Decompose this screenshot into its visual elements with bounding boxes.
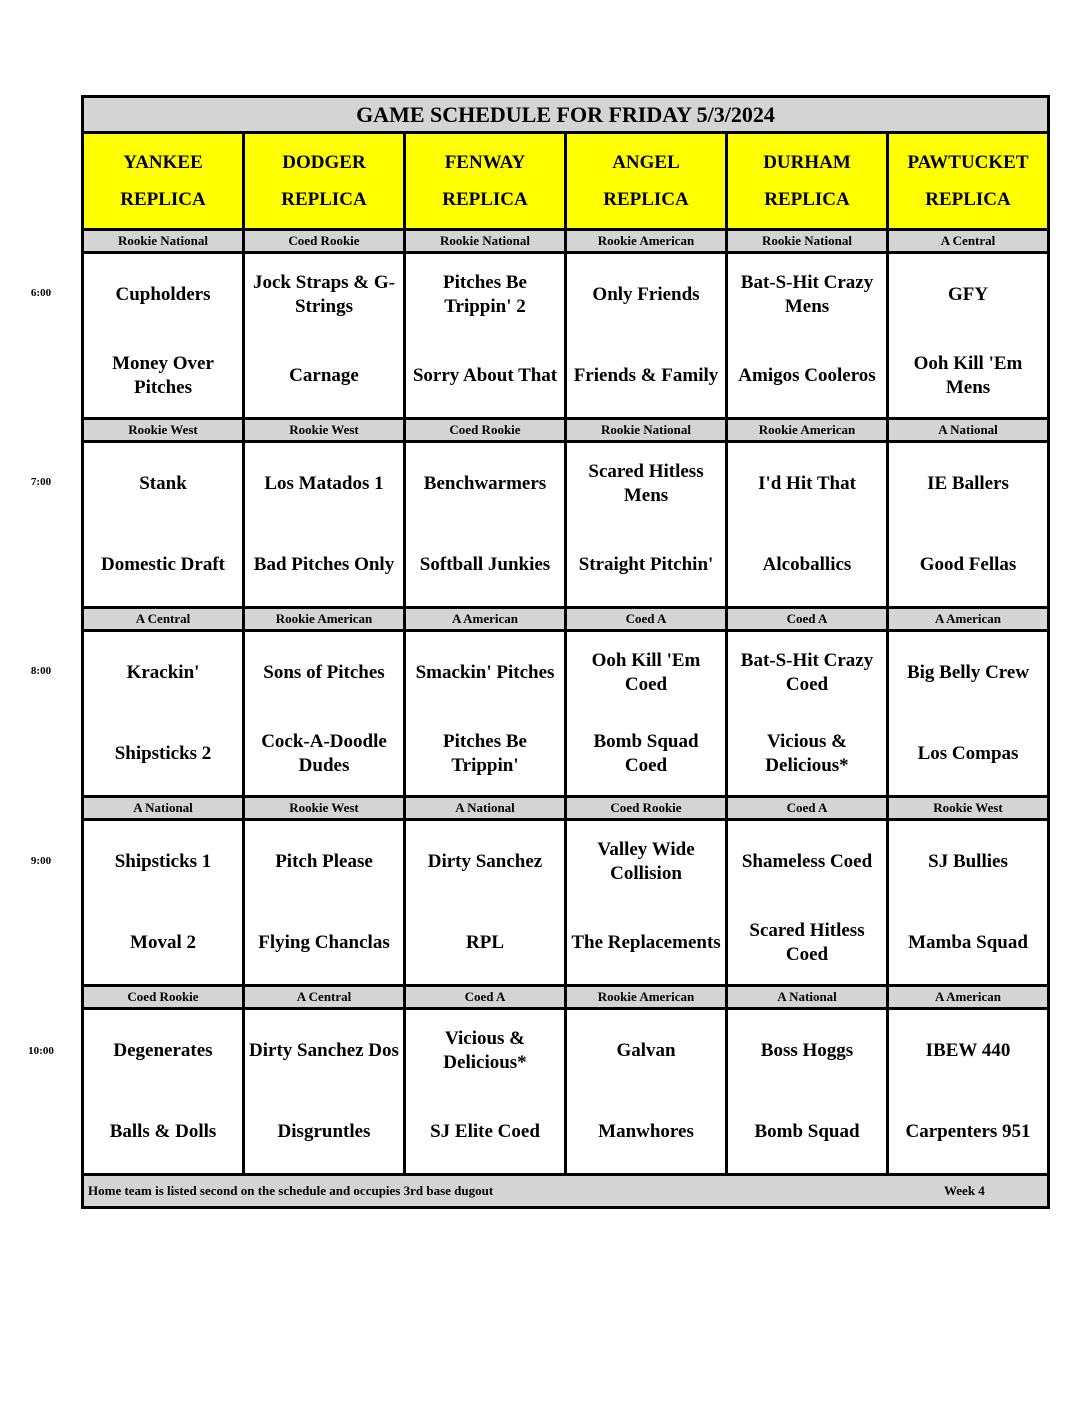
home-team: Amigos Cooleros: [738, 365, 876, 387]
division-row: [84, 795, 1047, 818]
game-cell: [886, 254, 1047, 417]
game-cell: [886, 821, 1047, 984]
division-label: Rookie American: [564, 987, 725, 1007]
division-label: Coed A: [725, 798, 886, 818]
home-team: Manwhores: [598, 1121, 694, 1143]
week-label: Week 4: [944, 1183, 985, 1198]
away-team: IE Ballers: [927, 472, 1009, 494]
division-row: [84, 606, 1047, 629]
away-team: IBEW 440: [925, 1039, 1011, 1061]
division-row: [84, 228, 1047, 251]
home-team: Flying Chanclas: [258, 932, 390, 954]
away-team: Smackin' Pitches: [415, 661, 555, 683]
home-team: Bomb Squad: [754, 1121, 860, 1143]
division-label: A National: [403, 798, 564, 818]
game-cell: [564, 254, 725, 417]
game-cell: [242, 1010, 403, 1173]
field-type: REPLICA: [603, 189, 689, 210]
away-team: Only Friends: [592, 283, 700, 305]
game-cell: [725, 821, 886, 984]
away-team: Big Belly Crew: [906, 661, 1030, 683]
game-row: [84, 629, 1047, 795]
field-type: REPLICA: [120, 189, 206, 210]
away-team: Dirty Sanchez: [427, 850, 543, 872]
division-label: Rookie National: [564, 420, 725, 440]
game-cell: [564, 443, 725, 606]
division-label: Coed A: [403, 987, 564, 1007]
game-cell: [403, 254, 564, 417]
division-label: Coed A: [564, 609, 725, 629]
field-type: REPLICA: [764, 189, 850, 210]
schedule-title: GAME SCHEDULE FOR FRIDAY 5/3/2024: [84, 98, 1047, 131]
game-row: [84, 818, 1047, 984]
game-cell: [242, 821, 403, 984]
division-label: Rookie West: [84, 420, 242, 440]
division-label: A National: [725, 987, 886, 1007]
game-cell: [84, 443, 242, 606]
division-label: Coed Rookie: [403, 420, 564, 440]
field-header: [886, 134, 1047, 228]
field-name: FENWAY: [444, 152, 526, 173]
home-team: SJ Elite Coed: [430, 1121, 540, 1143]
game-row: [84, 1007, 1047, 1173]
home-team: The Replacements: [571, 932, 721, 954]
game-cell: [84, 1010, 242, 1173]
home-team: RPL: [466, 932, 504, 954]
game-cell: [84, 821, 242, 984]
home-team: Sorry About That: [412, 365, 558, 387]
away-team: Boss Hoggs: [760, 1039, 854, 1061]
division-label: Rookie American: [242, 609, 403, 629]
division-label: Rookie National: [403, 231, 564, 251]
away-team: Krackin': [126, 661, 200, 683]
home-team: Shipsticks 2: [114, 743, 212, 765]
time-label: 8:00: [30, 665, 52, 677]
game-cell: [564, 821, 725, 984]
division-label: A American: [886, 987, 1047, 1007]
away-team: Stank: [139, 472, 187, 494]
field-header: [242, 134, 403, 228]
away-team: Sons of Pitches: [263, 661, 385, 683]
home-team: Scared Hitless Coed: [749, 920, 865, 966]
division-label: Rookie American: [564, 231, 725, 251]
division-label: A National: [84, 798, 242, 818]
game-cell: [403, 821, 564, 984]
home-team: Carnage: [289, 365, 359, 387]
field-name: PAWTUCKET: [907, 152, 1029, 173]
home-team: Straight Pitchin': [578, 554, 714, 576]
field-type: REPLICA: [442, 189, 528, 210]
away-team: I'd Hit That: [758, 472, 856, 494]
division-label: Rookie National: [84, 231, 242, 251]
game-cell: [725, 254, 886, 417]
game-cell: [242, 443, 403, 606]
away-team: Pitches Be Trippin' 2: [443, 271, 527, 317]
home-team: Mamba Squad: [908, 932, 1028, 954]
field-name: DURHAM: [763, 152, 851, 173]
game-cell: [886, 632, 1047, 795]
game-cell: [886, 1010, 1047, 1173]
division-label: A Central: [886, 231, 1047, 251]
home-team: Softball Junkies: [419, 554, 551, 576]
game-cell: [403, 443, 564, 606]
division-label: A Central: [242, 987, 403, 1007]
away-team: Pitch Please: [275, 850, 373, 872]
field-header: [564, 134, 725, 228]
away-team: Jock Straps & G-Strings: [253, 271, 395, 317]
field-header-row: [84, 131, 1047, 228]
home-team: Balls & Dolls: [109, 1121, 217, 1143]
home-team: Moval 2: [130, 932, 196, 954]
division-label: A Central: [84, 609, 242, 629]
game-cell: [403, 1010, 564, 1173]
game-row: [84, 440, 1047, 606]
home-team: Money Over Pitches: [112, 353, 214, 399]
away-team: Ooh Kill 'Em Coed: [591, 649, 701, 695]
division-label: Rookie West: [242, 798, 403, 818]
home-team: Vicious & Delicious*: [765, 731, 849, 777]
footer-note: Home team is listed second on the schedule and occupies 3rd base dugout: [88, 1183, 494, 1198]
away-team: Shipsticks 1: [114, 850, 212, 872]
away-team: Scared Hitless Mens: [588, 460, 704, 506]
field-type: REPLICA: [281, 189, 367, 210]
division-row: [84, 984, 1047, 1007]
home-team: Disgruntles: [277, 1121, 371, 1143]
division-label: Coed Rookie: [84, 987, 242, 1007]
home-team: Pitches Be Trippin': [443, 731, 527, 777]
game-cell: [84, 632, 242, 795]
away-team: Dirty Sanchez Dos: [249, 1039, 399, 1061]
division-label: Rookie National: [725, 231, 886, 251]
field-name: YANKEE: [123, 152, 203, 173]
schedule-table: [81, 95, 1050, 1209]
away-team: GFY: [947, 283, 989, 305]
time-label: 9:00: [30, 855, 52, 867]
game-cell: [242, 254, 403, 417]
away-team: Shameless Coed: [741, 850, 873, 872]
game-cell: [564, 1010, 725, 1173]
field-header: [403, 134, 564, 228]
game-row: [84, 251, 1047, 417]
home-team: Bomb Squad Coed: [593, 731, 699, 777]
division-label: Coed Rookie: [564, 798, 725, 818]
home-team: Cock-A-Doodle Dudes: [261, 731, 387, 777]
division-label: Coed Rookie: [242, 231, 403, 251]
time-slots: [84, 228, 1047, 1173]
away-team: Cupholders: [115, 283, 211, 305]
footer: [84, 1173, 1047, 1206]
away-team: Degenerates: [113, 1039, 213, 1061]
game-cell: [403, 632, 564, 795]
game-cell: [242, 632, 403, 795]
game-cell: [725, 632, 886, 795]
home-team: Alcoballics: [762, 554, 852, 576]
field-header: [84, 134, 242, 228]
division-label: Coed A: [725, 609, 886, 629]
away-team: Benchwarmers: [423, 472, 547, 494]
field-name: ANGEL: [612, 152, 680, 173]
field-name: DODGER: [282, 152, 366, 173]
time-label: 10:00: [28, 1045, 54, 1057]
game-cell: [564, 632, 725, 795]
field-type: REPLICA: [925, 189, 1011, 210]
home-team: Friends & Family: [573, 365, 719, 387]
home-team: Domestic Draft: [101, 554, 225, 576]
away-team: Vicious & Delicious*: [443, 1027, 527, 1073]
away-team: Los Matados 1: [264, 472, 384, 494]
home-team: Good Fellas: [919, 554, 1017, 576]
division-label: Rookie West: [886, 798, 1047, 818]
home-team: Los Compas: [917, 743, 1019, 765]
division-label: A American: [403, 609, 564, 629]
division-label: Rookie West: [242, 420, 403, 440]
division-row: [84, 417, 1047, 440]
away-team: Bat-S-Hit Crazy Coed: [740, 649, 874, 695]
time-label: 7:00: [30, 476, 52, 488]
away-team: Bat-S-Hit Crazy Mens: [740, 271, 874, 317]
game-cell: [84, 254, 242, 417]
home-team: Bad Pitches Only: [253, 554, 395, 576]
away-team: Galvan: [616, 1039, 676, 1061]
time-label: 6:00: [30, 287, 52, 299]
game-cell: [725, 443, 886, 606]
home-team: Carpenters 951: [905, 1121, 1031, 1143]
away-team: SJ Bullies: [928, 850, 1008, 872]
away-team: Valley Wide Collision: [597, 838, 695, 884]
field-header: [725, 134, 886, 228]
division-label: Rookie American: [725, 420, 886, 440]
game-cell: [725, 1010, 886, 1173]
home-team: Ooh Kill 'Em Mens: [913, 353, 1023, 399]
game-cell: [886, 443, 1047, 606]
division-label: A National: [886, 420, 1047, 440]
division-label: A American: [886, 609, 1047, 629]
